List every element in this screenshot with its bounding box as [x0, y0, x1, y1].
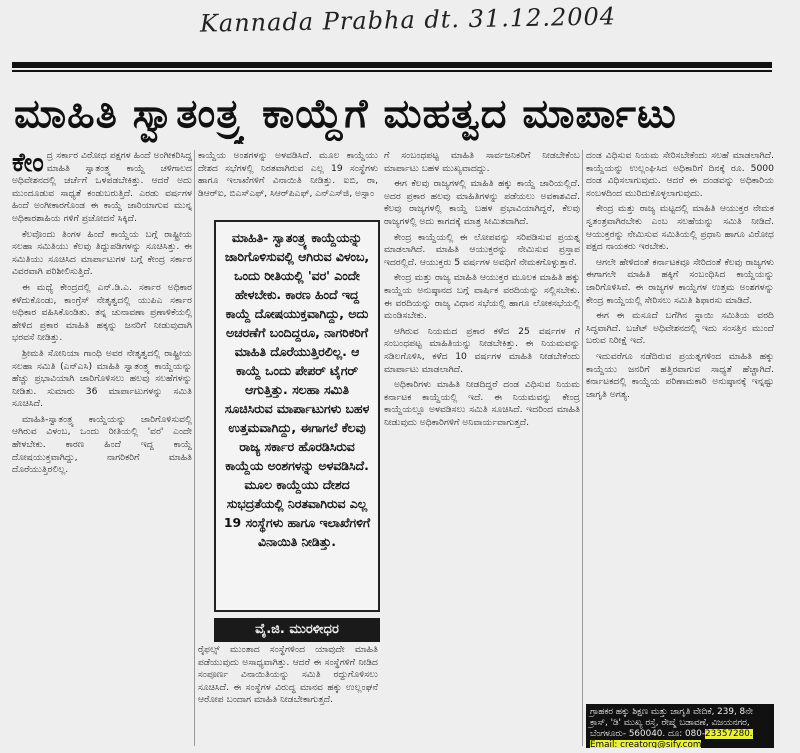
- article-column-2-bottom: [198, 644, 378, 746]
- column-divider: [582, 150, 583, 746]
- pull-quote-text: ಮಾಹಿತಿ- ಸ್ವಾತಂತ್ರ್ಯ ಕಾಯ್ದೆಯನ್ನು ಜಾರಿಗೊಳಿಸುವಲ್ಲಿ ಆಗಿರುವ ವಿಳಂಬ, ಒಂದು ರೀತಿಯಲ್ಲಿ 'ವರ' ಎಂದೇ ಹೇಳಬೇಕು. ಕಾರಣ ಹಿಂದೆ ಇದ್ದ ಕಾಯ್ದೆ ದೋಷಯುಕ್ತವಾಗಿದ್ದು, ಅದು ಅಚರಣೆಗೆ ಬಂದಿದ್ದರೂ, ನಾಗರಿಕರಿಗೆ ಮಾಹಿತಿ ದೊರೆಯುತ್ತಿರಲಿಲ್ಲ. ಆ ಕಾಯ್ದೆ ಒಂದು ಪೇಪರ್ ಟೈಗರ್ ಆಗುತ್ತಿತ್ತು. ಸಲಹಾ ಸಮಿತಿ ಸೂಚಿಸಿರುವ ಮಾರ್ಪಾಟುಗಳು ಬಹಳ ಉತ್ತಮವಾಗಿದ್ದು, ಈಗಾಗಲೆ ಕೆಲವು ರಾಜ್ಯ ಸರ್ಕಾರ ಹೊರಡಿಸಿರುವ ಕಾಯ್ದೆಯ ಅಂಶಗಳನ್ನು ಅಳವಡಿಸಿದೆ. ಮೂಲ ಕಾಯ್ದೆಯು ದೇಶದ ಸುಭದ್ರತೆಯಲ್ಲಿ ನಿರತವಾಗಿರುವ ಎಲ್ಲ 19 ಸಂಸ್ಥೆಗಳು ಹಾಗೂ ಇಲಾಖೆಗಳಿಗೆ ವಿನಾಯಿತಿ ನೀಡಿತ್ತು.: [223, 230, 371, 549]
- article-paragraph: ಈಗ ಕೆಲವು ರಾಜ್ಯಗಳಲ್ಲಿ ಮಾಹಿತಿ ಹಕ್ಕು ಕಾಯ್ದೆ ಜಾರಿಯಲ್ಲಿದೆ. ಅದರ ಪ್ರಕಾರ ಹಲವು ಮಾಹಿತಿಗಳನ್ನು ಪಡೆಯಲು ಅವಕಾಶವಿದೆ. ಕೆಲವು ರಾಜ್ಯಗಳಲ್ಲಿ ಕಾಯ್ದೆ ಬಹಳ ಪ್ರಭಾವಿಯಾಗಿದ್ದರೆ, ಕೆಲವು ರಾಜ್ಯಗಳಲ್ಲಿ ಅದು ಕಾಗದಕ್ಕೆ ಮಾತ್ರ ಸೀಮಿತವಾಗಿದೆ.: [384, 178, 580, 227]
- pull-quote-box: [214, 220, 380, 612]
- article-paragraph: ಕೇಂದ್ರ ಸರ್ಕಾರ ವಿರೋಧ ಪಕ್ಷಗಳ ಹಿಂದೆ ಅಂಗೀಕರಿಸಿದ್ದ ಮಾಹಿತಿ ಸ್ವಾತಂತ್ರ್ಯ ಕಾಯ್ದೆ ಚಳಿಗಾಲದ ಅಧಿವೇಶನದಲ್ಲಿ ಚರ್ಚೆಗೆ ಒಳಪಡಬೇಕಿತ್ತು. ಆದರೆ ಅದು ಮುಂದೂಡುವ ಸಾಧ್ಯತೆ ಕಂಡುಬರುತ್ತಿದೆ. ಎರಡು ವರ್ಷಗಳ ಹಿಂದೆ ಅಂಗೀಕಾರಗೊಂಡ ಈ ಕಾಯ್ದೆ ಜಾರಿಯಾಗುವ ಮುನ್ನ ಅಧಿಕಾರಶಾಹಿಯ ಗಳಿಗೆ ಪ್ರಚೋದನೆ ಸಿಕ್ಕಿದೆ.: [12, 150, 192, 224]
- column-divider: [194, 150, 195, 746]
- article-paragraph: ಕೇಂದ್ರ ಮತ್ತು ರಾಜ್ಯ ಮಾಹಿತಿ ಆಯುಕ್ತರ ಮೂಲಕ ಮಾಹಿತಿ ಹಕ್ಕು ಕಾಯ್ದೆಯ ಅನುಷ್ಠಾನದ ಬಗ್ಗೆ ವಾರ್ಷಿಕ ವರದಿಯನ್ನು ಸಲ್ಲಿಸಬೇಕು. ಈ ವರದಿಯನ್ನು ರಾಜ್ಯ ವಿಧಾನ ಸಭೆಯಲ್ಲಿ ಹಾಗೂ ಲೋಕಸಭೆಯಲ್ಲಿ ಮಂಡಿಸಬೇಕು.: [384, 272, 580, 322]
- drop-cap: ಕೇಂ: [12, 150, 44, 178]
- article-column-3: [384, 150, 580, 746]
- article-paragraph: ಕಾಯ್ದೆಯ ಅಂಶಗಳನ್ನು ಅಳವಡಿಸಿದೆ. ಮೂಲ ಕಾಯ್ದೆಯು ದೇಶದ ಸಭೆಗಳಲ್ಲಿ ನಿರತವಾಗಿರುವ ಎಲ್ಲ 19 ಸಂಸ್ಥೆಗಳು ಹಾಗೂ ಇಲಾಖೆಗಳಿಗೆ ವಿನಾಯಿತಿ ನೀಡಿತ್ತು. ಐಬಿ, ರಾ, ಡಿಆರ್‌ಐ, ಬಿಎಸ್‌ಎಫ್, ಸಿಆರ್‌ಪಿಎಫ್, ಎನ್‌ಎಸ್‌ಜಿ, ಅಸ್ಸಾಂ: [198, 150, 378, 199]
- article-column-2-top: [198, 150, 378, 210]
- article-column-1: [12, 150, 192, 746]
- headline-rule-thin: [12, 70, 772, 72]
- article-headline: ಮಾಹಿತಿ ಸ್ವಾತಂತ್ರ್ಯ ಕಾಯ್ದೆಗೆ ಮಹತ್ವದ ಮಾರ್ಪಾಟು: [14, 91, 677, 137]
- article-paragraph: ಇದುವರೆಗೂ ನಡೆದಿರುವ ಪ್ರಯತ್ನಗಳಿಂದ ಮಾಹಿತಿ ಹಕ್ಕು ಕಾಯ್ದೆಯು ಜನರಿಗೆ ಹತ್ತಿರವಾಗುವ ಸಾಧ್ಯತೆ ಹೆಚ್ಚಾಗಿದೆ. ಕರ್ನಾಟಕದಲ್ಲಿ ಕಾಯ್ದೆಯ ಪರಿಣಾಮಕಾರಿ ಅನುಷ್ಠಾನಕ್ಕೆ ಇನ್ನಷ್ಟು ಜಾಗೃತಿ ಅಗತ್ಯ.: [586, 350, 774, 400]
- author-byline: ವೈ.ಜಿ. ಮುರಳೀಧರ: [214, 618, 380, 642]
- article-paragraph: ಶ್ರೀಮತಿ ಸೋನಿಯಾ ಗಾಂಧಿ ಅವರ ನೇತೃತ್ವದಲ್ಲಿ ರಾಷ್ಟ್ರೀಯ ಸಲಹಾ ಸಮಿತಿ (ಎನ್‌ಎಸಿ) ಮಾಹಿತಿ ಸ್ವಾತಂತ್ರ್ಯ ಕಾಯ್ದೆಯನ್ನು ಹೆಚ್ಚು ಪ್ರಭಾವಿಯಾಗಿ ಜಾರಿಗೊಳಿಸಲು ಹಲವು ಸಲಹೆಗಳನ್ನು ನೀಡಿತು. ಸುಮಾರು 36 ಮಾರ್ಪಾಟುಗಳನ್ನು ಸಮಿತಿ ಸೂಚಿಸಿದೆ.: [12, 347, 192, 410]
- contact-info-box: [586, 704, 774, 748]
- article-paragraph: ಕೇಂದ್ರ ಕಾಯ್ದೆಯಲ್ಲಿ ಈ ಲೋಪವನ್ನು ಸರಿಪಡಿಸುವ ಪ್ರಯತ್ನ ಮಾಡಲಾಗಿದೆ. ಮಾಹಿತಿ ಆಯುಕ್ತರನ್ನು ನೇಮಿಸುವ ಪ್ರಸ್ತಾಪ ಇದರಲ್ಲಿದೆ. ಆಯುಕ್ತರು 5 ವರ್ಷಗಳ ಅವಧಿಗೆ ನೇಮಕಗೊಳ್ಳುತ್ತಾರೆ.: [384, 231, 580, 268]
- article-paragraph: ಮಾಹಿತಿ-ಸ್ವಾತಂತ್ರ್ಯ ಕಾಯ್ದೆಯನ್ನು ಜಾರಿಗೊಳಿಸುವಲ್ಲಿ ಆಗಿರುವ ವಿಳಂಬ, ಒಂದು ರೀತಿಯಲ್ಲಿ 'ವರ' ಎಂದೇ ಹೇಳಬೇಕು. ಕಾರಣ ಹಿಂದೆ ಇದ್ದ ಕಾಯ್ದೆ ದೋಷಯುಕ್ತವಾಗಿದ್ದು, ನಾಗರಿಕರಿಗೆ ಮಾಹಿತಿ ದೊರೆಯುತ್ತಿರಲಿಲ್ಲ.: [12, 413, 192, 476]
- handwritten-source-note: Kannada Prabha dt. 31.12.2004: [199, 2, 617, 38]
- article-paragraph: ಅಧಿಕಾರಿಗಳು ಮಾಹಿತಿ ನೀಡದಿದ್ದರೆ ದಂಡ ವಿಧಿಸುವ ನಿಯಮ ಕರ್ನಾಟಕ ಕಾಯ್ದೆಯಲ್ಲಿ ಇದೆ. ಈ ನಿಯಮವನ್ನು ಕೇಂದ್ರ ಕಾಯ್ದೆಯಲ್ಲೂ ಅಳವಡಿಸಲು ಸಮಿತಿ ಸೂಚಿಸಿದೆ. ಇದರಿಂದ ಮಾಹಿತಿ ನೀಡುವುದು ಅಧಿಕಾರಿಗಳಿಗೆ ಅನಿವಾರ್ಯವಾಗುತ್ತದೆ.: [384, 379, 580, 428]
- article-column-4: [586, 150, 774, 698]
- article-paragraph: ಆಗಲೇ ಹೇಳಿದಂತೆ ಕರ್ನಾಟಕವೂ ಸೇರಿದಂತೆ ಕೆಲವು ರಾಜ್ಯಗಳು ಈಗಾಗಲೇ ಮಾಹಿತಿ ಹಕ್ಕಿಗೆ ಸಂಬಂಧಿಸಿದ ಕಾಯ್ದೆಯನ್ನು ಜಾರಿಗೊಳಿಸಿವೆ. ಈ ರಾಜ್ಯಗಳ ಕಾಯ್ದೆಗಳ ಉತ್ತಮ ಅಂಶಗಳನ್ನು ಕೇಂದ್ರ ಕಾಯ್ದೆಯಲ್ಲಿ ಸೇರಿಸಲು ಸಮಿತಿ ಶಿಫಾರಸು ಮಾಡಿದೆ.: [586, 256, 774, 306]
- article-paragraph: ಕೇಂದ್ರ ಮತ್ತು ರಾಜ್ಯ ಮಟ್ಟದಲ್ಲಿ ಮಾಹಿತಿ ಆಯುಕ್ತರ ನೇಮಕ ಸ್ವತಂತ್ರವಾಗಿರಬೇಕು ಎಂಬ ಸಲಹೆಯನ್ನು ಸಮಿತಿ ನೀಡಿದೆ. ಆಯುಕ್ತರನ್ನು ನೇಮಿಸುವ ಸಮಿತಿಯಲ್ಲಿ ಪ್ರಧಾನಿ ಹಾಗೂ ವಿರೋಧ ಪಕ್ಷದ ನಾಯಕರು ಇರಬೇಕು.: [586, 203, 774, 253]
- article-paragraph: ಈಗ ಈ ಮಸೂದೆ ಬಗೆಗಿನ ಸ್ಥಾಯಿ ಸಮಿತಿಯ ವರದಿ ಸಿದ್ಧವಾಗಿದೆ. ಬಜೆಟ್ ಅಧಿವೇಶನದಲ್ಲಿ ಇದು ಸಂಸತ್ತಿನ ಮುಂದೆ ಬರುವ ನಿರೀಕ್ಷೆ ಇದೆ.: [586, 310, 774, 347]
- article-paragraph: ಕೆಲವೊಂದು ತಿಂಗಳ ಹಿಂದೆ ಕಾಯ್ದೆಯ ಬಗ್ಗೆ ರಾಷ್ಟ್ರೀಯ ಸಲಹಾ ಸಮಿತಿಯು ಕೆಲವು ತಿದ್ದುಪಡಿಗಳನ್ನು ಸೂಚಿಸಿತ್ತು. ಈ ಸಮಿತಿಯು ಸೂಚಿಸಿದ ಮಾರ್ಪಾಟುಗಳ ಬಗ್ಗೆ ಕೇಂದ್ರ ಸರ್ಕಾರ ವಿವರವಾಗಿ ಪರಿಶೀಲಿಸುತ್ತಿದೆ.: [12, 228, 192, 278]
- article-paragraph: ರೈಫಲ್ಸ್ ಮುಂತಾದ ಸಂಸ್ಥೆಗಳಿಂದ ಯಾವುದೇ ಮಾಹಿತಿ ಪಡೆಯುವುದು ಅಸಾಧ್ಯವಾಗಿತ್ತು. ಆದರೆ ಈ ಸಂಸ್ಥೆಗಳಿಗೆ ನೀಡಿದ ಸಂಪೂರ್ಣ ವಿನಾಯಿತಿಯನ್ನು ಸಮಿತಿ ರದ್ದುಗೊಳಿಸಲು ಸೂಚಿಸಿದೆ. ಈ ಸಂಸ್ಥೆಗಳ ವಿರುದ್ಧ ಮಾನವ ಹಕ್ಕು ಉಲ್ಲಂಘನೆ ಆರೋಪ ಬಂದಾಗ ಮಾಹಿತಿ ನೀಡಬೇಕಾಗುತ್ತದೆ.: [198, 644, 378, 706]
- contact-phone-email: 23357280. Email: creatorg@sify.com: [590, 729, 753, 748]
- article-paragraph: ದಂಡ ವಿಧಿಸುವ ನಿಯಮ ಸೇರಿಸಬೇಕೆಂದು ಸಲಹೆ ಮಾಡಲಾಗಿದೆ. ಕಾಯ್ದೆಯನ್ನು ಉಲ್ಲಂಘಿಸಿದ ಅಧಿಕಾರಿಗೆ ದಿನಕ್ಕೆ ರೂ. 5000 ದಂಡ ವಿಧಿಸಲಾಗುವುದು. ಆದರೆ ಈ ದಂಡವನ್ನು ಅಧಿಕಾರಿಯ ಸಂಬಳದಿಂದ ಮುರಿದುಕೊಳ್ಳಲಾಗುವುದು.: [586, 150, 774, 199]
- headline-rule-top: [12, 62, 772, 68]
- article-paragraph: ಗೆ ಸಂಬಂಧಪಟ್ಟ ಮಾಹಿತಿ ಸಾರ್ವಜನಿಕರಿಗೆ ನೀಡಬೇಕೆಂಬ ಮಾರ್ಪಾಟು ಬಹಳ ಮುಖ್ಯವಾದದ್ದು.: [384, 150, 580, 174]
- contact-address: ಗ್ರಾಹಕರ ಹಕ್ಕು ಶಿಕ್ಷಣ ಮತ್ತು ಜಾಗೃತಿ ವೇದಿಕೆ, 239, 8ನೇ ಕ್ರಾಸ್, 'ಡಿ' ಮುಖ್ಯ ರಸ್ತೆ, ರೇಷ್ಮೆ ಬಡಾವಣೆ, ವಿಜಯನಗರ, ಬೆಂಗಳೂರು- 560040. ದೂ: 080-: [590, 707, 753, 739]
- article-paragraph: ಆಗಿರುವ ನಿಯಮದ ಪ್ರಕಾರ ಕಳೆದ 25 ವರ್ಷಗಳ ಗೆ ಸಂಬಂಧಪಟ್ಟ ಮಾಹಿತಿಯನ್ನು ನೀಡಬೇಕಿತ್ತು. ಈ ನಿಯಮವನ್ನು ಸಡಿಲಗೊಳಿಸಿ, ಕಳೆದ 10 ವರ್ಷಗಳ ಮಾಹಿತಿ ನೀಡಬೇಕೆಂದು ಮಾರ್ಪಾಟು ಮಾಡಲಾಗಿದೆ.: [384, 325, 580, 375]
- article-paragraph: ಈ ಮಧ್ಯೆ ಕೇಂದ್ರದಲ್ಲಿ ಎನ್.ಡಿ.ಎ. ಸರ್ಕಾರ ಅಧಿಕಾರ ಕಳೆದುಕೊಂಡು, ಕಾಂಗ್ರೆಸ್ ನೇತೃತ್ವದಲ್ಲಿ ಯುಪಿಎ ಸರ್ಕಾರ ಅಧಿಕಾರ ವಹಿಸಿಕೊಂಡಿತು. ತನ್ನ ಚುನಾವಣಾ ಪ್ರಣಾಳಿಕೆಯಲ್ಲಿ ಹೇಳಿದ ಪ್ರಕಾರ ಮಾಹಿತಿ ಹಕ್ಕನ್ನು ಜನರಿಗೆ ನೀಡುವುದಾಗಿ ಭರವಸೆ ನೀಡಿತ್ತು.: [12, 281, 192, 344]
